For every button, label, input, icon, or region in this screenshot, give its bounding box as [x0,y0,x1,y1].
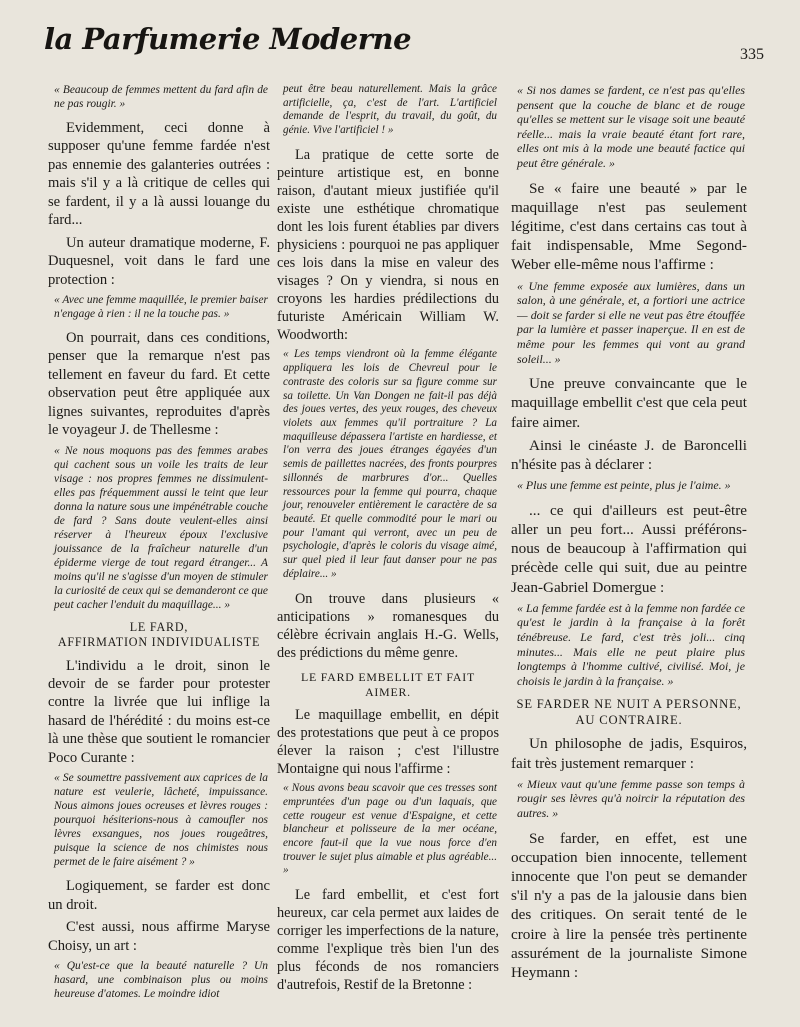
quotation: « Les temps viendront où la femme élégante appliquera les lois de Chevreul pour le contraste des coloris sur sa figure comme sur sa toilette. Un Van Dongen ne fait-il pas déjà des joues vertes, des yeux rouges, des cheveux violets aux femmes qu'il portraiture ? La maquilleuse dépassera l'artiste en hardiesse, et l'on verra des joues étranges égayées d'un semis de paillettes nacrées, des fronts pourpres sillonnés de marbrures d'or... Quelles ressources pour la femme qui pourra, chaque jour, renouveler entièrement le caractère de sa beauté. Et quelle commodité pour le mari ou pour l'amant qui verront, avec un peu de psychologie, d'après le coloris du visage aimé, sur quel pied il leur faut danser pour ne pas déplaire... » [283,348,497,580]
quotation: « Avec une femme maquillée, le premier baiser n'engage à rien : il ne la touche pas. » [54,293,268,320]
quotation: peut être beau naturellement. Mais la grâce artificielle, ça, c'est de l'art. L'artificiel demande de l'esprit, du travail, du goût, du génie. Vive l'artificiel ! » [283,83,497,137]
paragraph: Se farder, en effet, est une occupation bien innocente, tellement innocente que l'on peut se demander s'il n'y a pas de la jalousie dans bien des critiques. On serait tenté de le croire à lire la pensée très pertinente assurément de la journaliste Simone Heymann : [511,829,747,981]
paragraph: La pratique de cette sorte de peinture artistique est, en bonne raison, d'autant mieux justifiée qu'il existe une esthétique chromatique dont les lois furent établies par divers physiciens : pourquoi ne pas appliquer ces lois dans la mise en valeur des visages ? On y viendra, si nous en croyons les hardies prédilections du futuriste Américain William W. Woodworth: [277,146,499,344]
quotation: « Beaucoup de femmes mettent du fard afin de ne pas rougir. » [54,84,268,111]
paragraph: Se « faire une beauté » par le maquillage n'est pas seulement légitime, c'est dans certains cas tout à fait indispensable, Mme Segond-Weber elle-même nous l'affirme : [511,179,747,274]
quotation: « Ne nous moquons pas des femmes arabes qui cachent sous un voile les traits de leur visage : nos propres femmes ne dissimulent-elles pas fréquemment aussi le teint que leur donna la nature sous une impénétrable couche de fard ? Sans doute veulent-elles ainsi réserver à l'heureux époux l'exclusive jouissance de la fraîcheur naturelle d'un épiderme vierge de tout regard étranger... A moins qu'il ne s'agisse d'un moyen de stimuler la curiosité de ceux qui se demanderont ce que peut cacher l'enduit du maquillage... » [54,444,268,611]
quotation: « Qu'est-ce que la beauté naturelle ? Un hasard, une combinaison plus ou moins heureuse d'atomes. Le moindre idiot [54,960,268,1001]
masthead: la Parfumerie Moderne [44,22,412,56]
paragraph: Logiquement, se farder est donc un droit. [48,878,270,913]
section-heading: SE FARDER NE NUIT A PERSONNE, AU CONTRAIRE. [516,697,742,728]
paragraph: Un auteur dramatique moderne, F. Duquesnel, voit dans le fard une protection : [48,234,270,288]
paragraph: On trouve dans plusieurs « anticipations » romanesques du célèbre écrivain anglais H.-G. Wells, des prédictions du même genre. [277,590,499,661]
quotation: « Nous avons beau scavoir que ces tresses sont empruntées d'un page ou d'un laquais, que cette rougeur est venue d'Espaigne, et cette blancheur et polisseure de la mer océane, encore faut-il que la vue nous force d'en trouver le sujet plus aimable et plus agréable... » [283,782,497,877]
paragraph: Le maquillage embellit, en dépit des protestations que peut à ce propos élever la raison ; c'est l'illustre Montaigne qui nous l'affirme : [277,706,499,778]
paragraph: Un philosophe de jadis, Esquiros, fait très justement remarquer : [511,735,747,772]
column-left [48,80,270,1013]
paragraph: C'est aussi, nous affirme Maryse Choisy, un art : [48,919,270,954]
column-right [511,80,747,1013]
paragraph: Evidemment, ceci donne à supposer qu'une femme fardée n'est pas ennemie des galanteries outrées : mais s'il y a là critique de celles qui se fardent, il y a là aussi louange du fard... [48,120,270,229]
paragraph: On pourrait, dans ces conditions, penser que la remarque n'est pas tellement en faveur du fard. Et cette observation peut être appliquée aux lignes suivantes, reproduites d'après le voyageur J. de Thellesme : [48,330,270,439]
quotation: « Se soumettre passivement aux caprices de la nature est veulerie, lâcheté, impuissance. Nous aimons joues ocreuses et lèvres rouges : pourquoi hésiterions-nous à camoufler nos lèvres exsangues, nos joues rougeâtres, puisque la science de nos chimistes nous permet de le faire aisément ? » [54,772,268,869]
quotation: « La femme fardée est à la femme non fardée ce qu'est le jardin à la française à la forêt ténébreuse. Le fard, c'est très joli... cinq minutes... Mais elle ne peut plaire plus longtemps à l'homme cultivé, civilisé. Moi, je choisis le jardin à la française. » [517,600,745,688]
section-heading: LE FARD EMBELLIT ET FAIT AIMER. [300,669,476,699]
quotation: « Mieux vaut qu'une femme passe son temps à rougir ses lèvres qu'à noircir la réputation des autres. » [517,776,745,820]
quotation: « Une femme exposée aux lumières, dans un salon, à une générale, et, a fortiori une actrice — doit se farder si elle ne veut pas être étouffée par la lumière et passer inaperçue. Il en est de même pour les femmes qui vont au grand soleil... » [517,278,745,366]
page-number: 335 [740,46,764,63]
paragraph: Ainsi le cinéaste J. de Baroncelli n'hésite pas à déclarer : [511,436,747,473]
column-middle [277,80,499,1013]
paragraph: Une preuve convaincante que le maquillage embellit c'est que cela peut faire aimer. [511,375,747,431]
quotation: « Si nos dames se fardent, ce n'est pas qu'elles pensent que la couche de blanc et de rouge qu'elles se mettent sur le visage soit une beauté réelle... mais la vraie beauté étant fort rare, elles ont mis à la mode une beauté factice qui peut être générale. » [517,83,745,170]
section-heading: LE FARD, AFFIRMATION INDIVIDUALISTE [57,619,261,650]
quotation: « Plus une femme est peinte, plus je l'aime. » [517,478,731,493]
paragraph: ... ce qui d'ailleurs est peut-être aller un peu fort... Aussi préférons-nous de beaucoup à l'affirmation qui précède celle qui suit, due au peintre Jean-Gabriel Domergue : [511,501,747,596]
paragraph: Le fard embellit, et c'est fort heureux, car cela permet aux laides de corriger les imperfections de la nature, comme l'explique très bien l'un des plus féconds de nos romanciers d'autrefois, Restif de la Bretonne : [277,887,499,994]
paragraph: L'individu a le droit, sinon le devoir de se farder pour protester contre la livrée que lui inflige la hasard de l'hérédité : du moins est-ce là une thèse que soutient le romancier Poco Curante : [48,657,270,766]
